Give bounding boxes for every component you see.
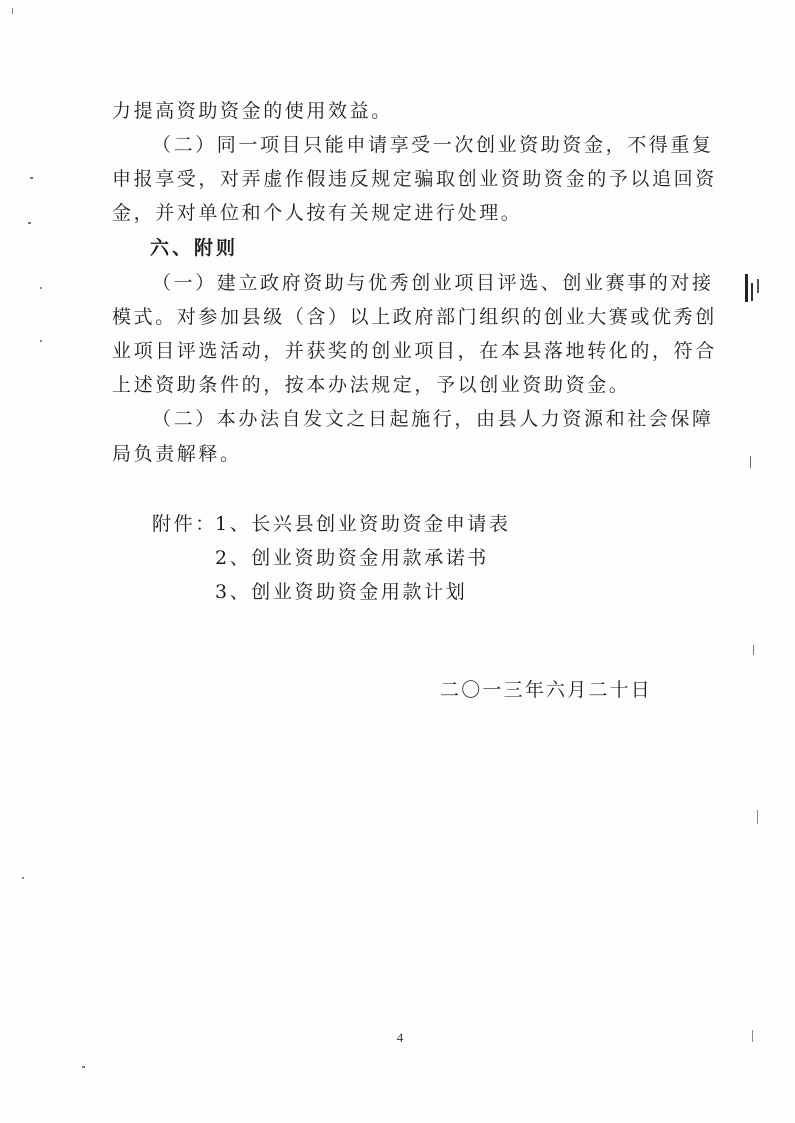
paragraph-line: （二）同一项目只能申请享受一次创业资助资金，不得重复 bbox=[152, 134, 714, 156]
paragraph-line: 上述资助条件的，按本办法规定，予以创业资助资金。 bbox=[112, 374, 631, 396]
scan-mark bbox=[82, 1066, 85, 1068]
scan-mark bbox=[30, 177, 33, 179]
scan-mark bbox=[757, 279, 759, 293]
paragraph-line: （一）建立政府资助与优秀创业项目评选、创业赛事的对接 bbox=[152, 272, 714, 294]
scan-mark bbox=[757, 810, 758, 824]
scan-mark bbox=[753, 645, 754, 655]
paragraph-line: 模式。对参加县级（含）以上政府部门组织的创业大赛或优秀创 bbox=[112, 306, 717, 328]
paragraph-line: 申报享受，对弄虚作假违反规定骗取创业资助资金的予以追回资 bbox=[112, 168, 717, 190]
page-number: 4 bbox=[396, 1030, 404, 1045]
paragraph-line: 金，并对单位和个人按有关规定进行处理。 bbox=[112, 202, 523, 224]
paragraph-line: 局负责解释。 bbox=[112, 443, 242, 465]
scan-mark bbox=[22, 877, 24, 879]
scan-mark bbox=[12, 8, 13, 14]
attachments-label: 附件： bbox=[152, 513, 217, 535]
attachment-item: 2、创业资助资金用款承诺书 bbox=[215, 547, 489, 569]
scan-mark bbox=[28, 222, 31, 224]
paragraph-line: 力提高资助资金的使用效益。 bbox=[112, 100, 393, 122]
scan-mark bbox=[750, 456, 751, 468]
scan-mark bbox=[751, 283, 753, 301]
paragraph-line: （二）本办法自发文之日起施行，由县人力资源和社会保障 bbox=[152, 408, 714, 430]
scan-mark bbox=[745, 274, 748, 302]
document-date: 二〇一三年六月二十日 bbox=[440, 679, 653, 701]
paragraph-line: 业项目评选活动，并获奖的创业项目，在本县落地转化的，符合 bbox=[112, 340, 717, 362]
scan-mark bbox=[40, 340, 42, 342]
scan-mark bbox=[752, 1030, 753, 1042]
scan-mark bbox=[40, 287, 42, 289]
attachment-item: 1、长兴县创业资助资金申请表 bbox=[215, 513, 511, 535]
section-heading: 六、附则 bbox=[150, 237, 239, 259]
attachment-item: 3、创业资助资金用款计划 bbox=[215, 581, 468, 603]
